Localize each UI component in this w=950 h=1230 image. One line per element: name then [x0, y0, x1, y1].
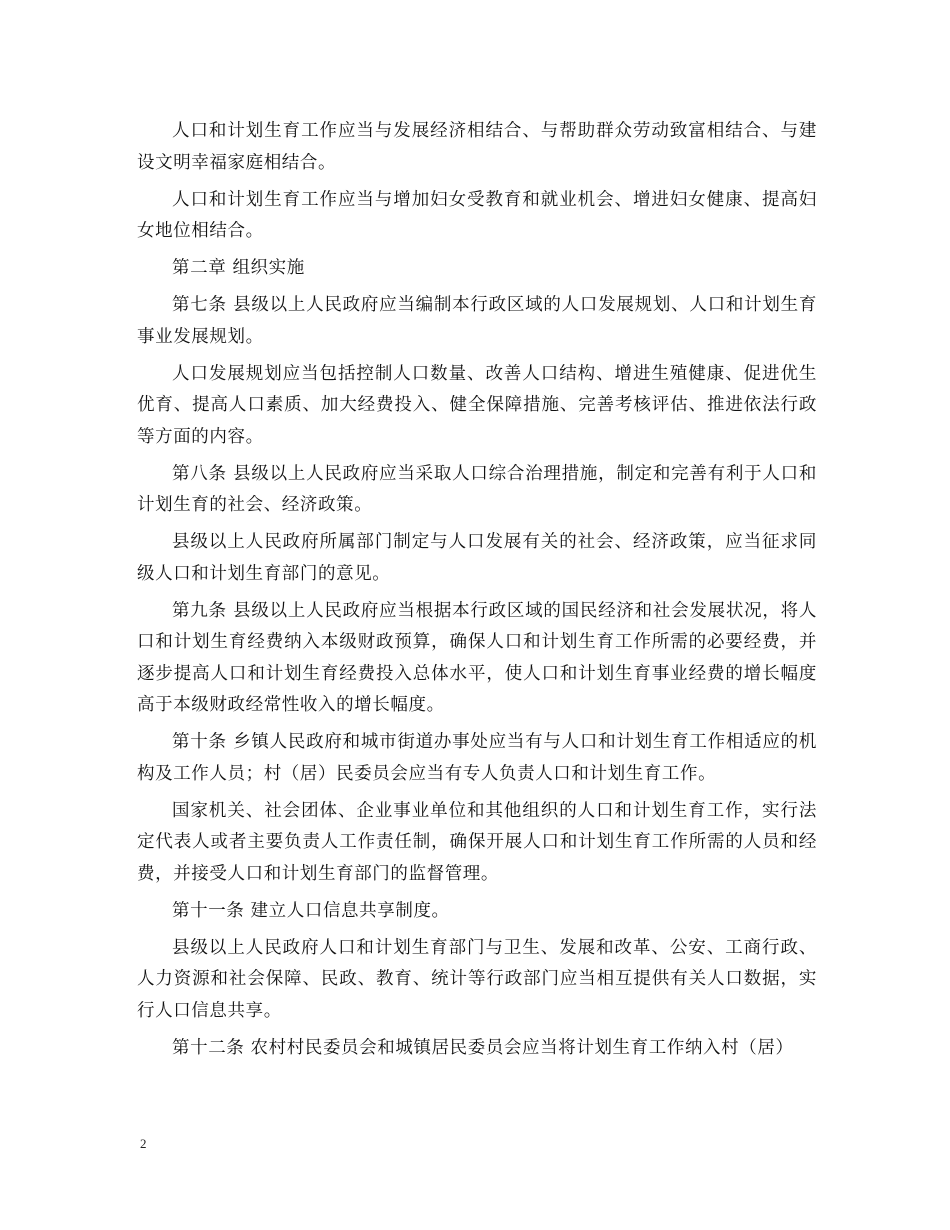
paragraph: 人口发展规划应当包括控制人口数量、改善人口结构、增进生殖健康、促进优生优育、提高人口素质、加大经费投入、健全保障措施、完善考核评估、推进依法行政等方面的内容。	[137, 363, 817, 447]
paragraph: 人口和计划生育工作应当与发展经济相结合、与帮助群众劳动致富相结合、与建设文明幸福家庭相结合。	[137, 121, 817, 173]
article-7: 第七条 县级以上人民政府应当编制本行政区域的人口发展规划、人口和计划生育事业发展规划。	[137, 295, 817, 347]
page-number: 2	[140, 1136, 147, 1151]
article-9: 第九条 县级以上人民政府应当根据本行政区域的国民经济和社会发展状况，将人口和计划生育经费纳入本级财政预算，确保人口和计划生育工作所需的必要经费，并逐步提高人口和计划生育经费投入总体水平，使人口和计划生育事业经费的增长幅度高于本级财政经常性收入的增长幅度。	[137, 600, 817, 715]
paragraph: 人口和计划生育工作应当与增加妇女受教育和就业机会、增进妇女健康、提高妇女地位相结合。	[137, 189, 817, 241]
chapter-heading: 第二章 组织实施	[172, 258, 305, 278]
paragraph: 国家机关、社会团体、企业事业单位和其他组织的人口和计划生育工作，实行法定代表人或者主要负责人工作责任制，确保开展人口和计划生育工作所需的人员和经费，并接受人口和计划生育部门的监督管理。	[137, 800, 817, 884]
article-11: 第十一条 建立人口信息共享制度。	[172, 900, 450, 921]
document-body	[137, 116, 817, 1070]
paragraph: 县级以上人民政府所属部门制定与人口发展有关的社会、经济政策，应当征求同级人口和计划生育部门的意见。	[137, 532, 817, 584]
article-12: 第十二条 农村村民委员会和城镇居民委员会应当将计划生育工作纳入村（居）	[172, 1037, 794, 1058]
paragraph: 县级以上人民政府人口和计划生育部门与卫生、发展和改革、公安、工商行政、人力资源和社会保障、民政、教育、统计等行政部门应当相互提供有关人口数据，实行人口信息共享。	[137, 937, 817, 1021]
article-10: 第十条 乡镇人民政府和城市街道办事处应当有与人口和计划生育工作相适应的机构及工作人员；村（居）民委员会应当有专人负责人口和计划生育工作。	[137, 732, 817, 784]
article-8: 第八条 县级以上人民政府应当采取人口综合治理措施，制定和完善有利于人口和计划生育的社会、经济政策。	[137, 463, 817, 515]
